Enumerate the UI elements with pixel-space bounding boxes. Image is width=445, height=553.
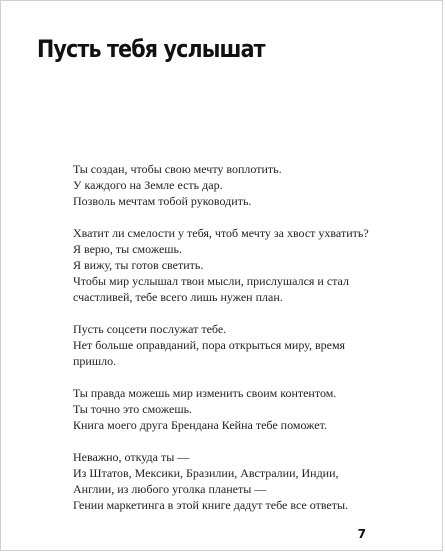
stanza-4: [73, 385, 413, 433]
page-title: Пусть тебя услышат: [37, 35, 265, 63]
stanza-2: [73, 225, 413, 305]
poem-line: Англии, из любого уголка планеты —: [73, 482, 267, 496]
poem-line: У каждого на Земле есть дар.: [73, 178, 223, 192]
stanza-1: [73, 161, 413, 209]
page-number: 7: [357, 527, 366, 541]
stanza-5: [73, 449, 413, 513]
poem-line: счастливей, тебе всего лишь нужен план.: [73, 290, 283, 304]
poem-line: пришло.: [73, 354, 117, 368]
poem-body: [73, 161, 413, 529]
poem-line: Хватит ли смелости у тебя, чтоб мечту за хвост ухватить?: [73, 226, 369, 240]
poem-line: Неважно, откуда ты —: [73, 450, 190, 464]
poem-line: Чтобы мир услышал твои мысли, прислушался и стал: [73, 274, 349, 288]
poem-line: Нет больше оправданий, пора открыться миру, время: [73, 338, 346, 352]
poem-line: Книга моего друга Брендана Кейна тебе поможет.: [73, 418, 327, 432]
poem-line: Я верю, ты сможешь.: [73, 242, 182, 256]
poem-line: Я вижу, ты готов светить.: [73, 258, 204, 272]
stanza-3: [73, 321, 413, 369]
poem-line: Ты точно это сможешь.: [73, 402, 193, 416]
poem-line: Из Штатов, Мексики, Бразилии, Австралии, Индии,: [73, 466, 339, 480]
poem-line: Пусть соцсети послужат тебе.: [73, 322, 227, 336]
poem-line: Гении маркетинга в этой книге дадут тебе все ответы.: [73, 498, 349, 512]
poem-line: Ты создан, чтобы свою мечту воплотить.: [73, 162, 282, 176]
poem-line: Позволь мечтам тобой руководить.: [73, 194, 252, 208]
poem-line: Ты правда можешь мир изменить своим контентом.: [73, 386, 337, 400]
